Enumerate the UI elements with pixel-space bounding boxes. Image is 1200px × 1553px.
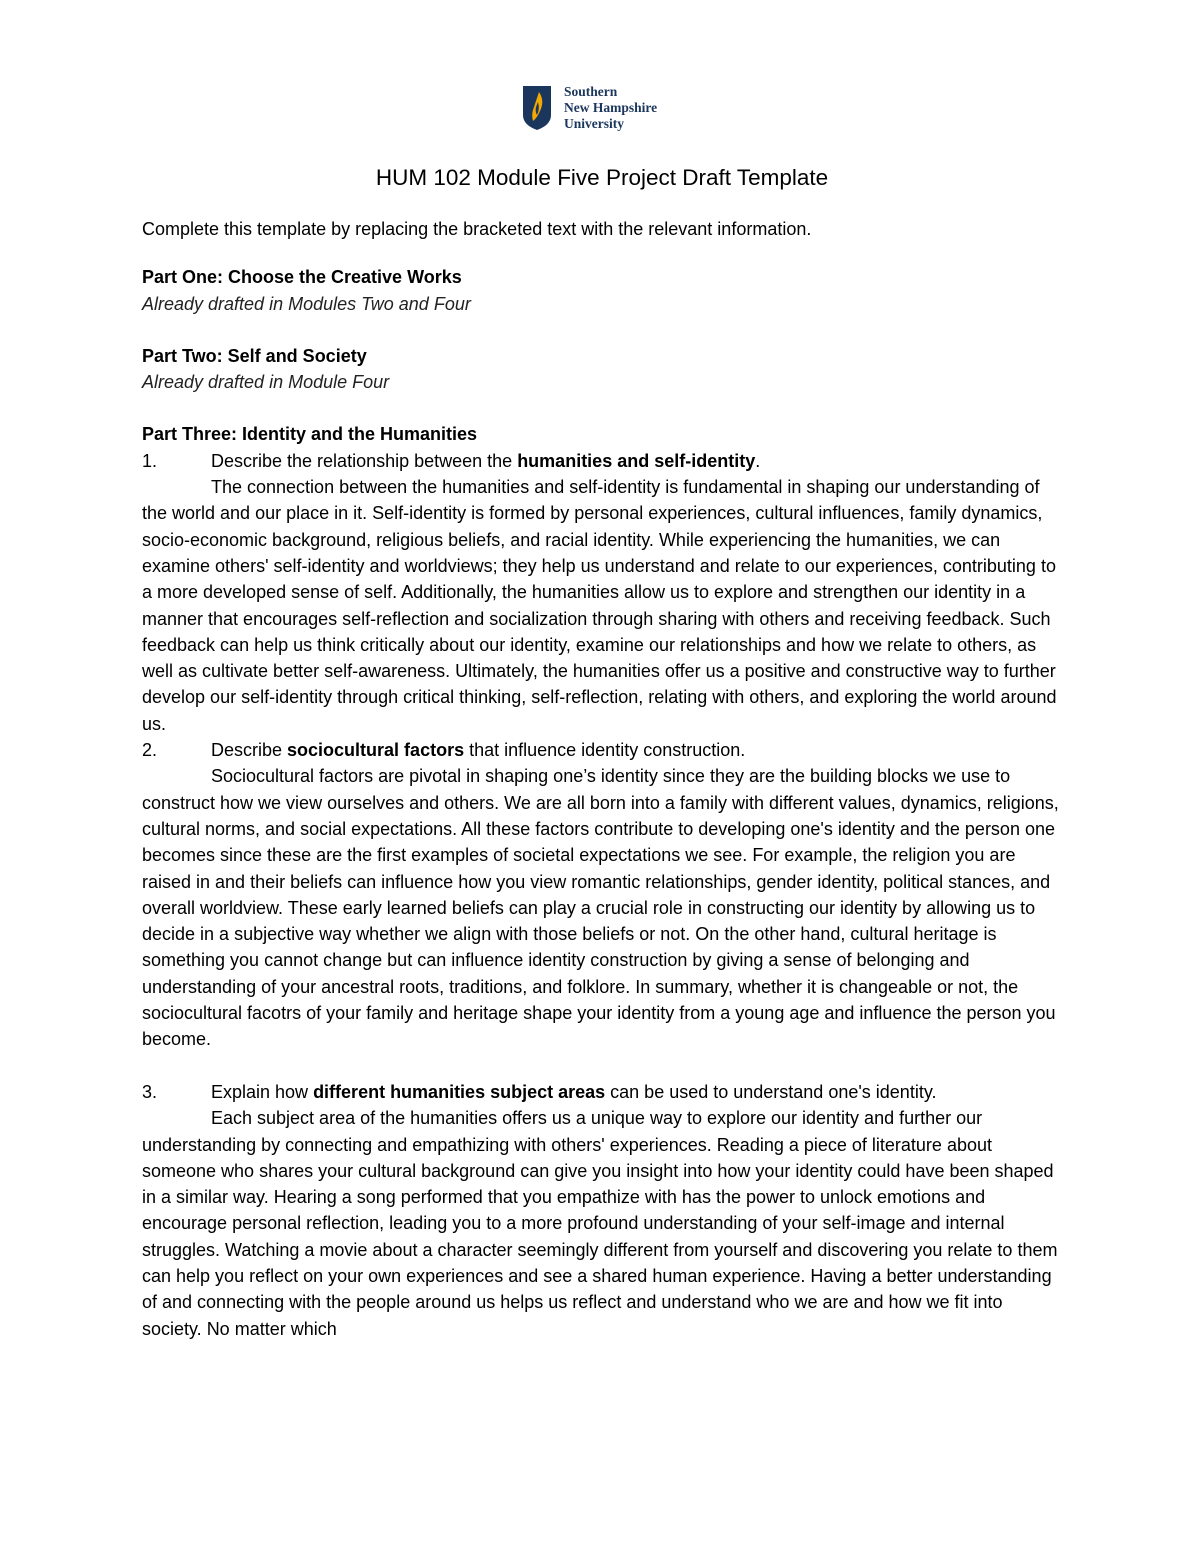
prompt-keyword: humanities and self-identity xyxy=(517,450,756,471)
part-two xyxy=(142,343,1062,396)
part-one-note: Already drafted in Modules Two and Four xyxy=(142,293,471,314)
prompt-suffix: that influence identity construction. xyxy=(464,740,746,761)
part-three xyxy=(142,421,1062,1341)
question-2 xyxy=(142,737,1062,1053)
question-1 xyxy=(142,448,1062,737)
answer-paragraph: Each subject area of the humanities offers us a unique way to explore our identity and further our understanding by connecting and empathizing with others' experiences. Reading a piece of literature about someone who shares your cultural background can give you insight into how your identity could have been shaped in a similar way. Hearing a song performed that you empathize with has the power to unlock emotions and encourage personal reflection, leading you to a more profound understanding of your self-image and internal struggles. Watching a movie about a character seemingly different from yourself and discovering you relate to them can help you reflect on your own experiences and see a shared human experience. Having a better understanding of and connecting with the people around us helps us reflect and understand who we are and how we fit into society. No matter which xyxy=(142,1108,1058,1339)
document-body xyxy=(142,162,1062,1342)
part-three-heading: Part Three: Identity and the Humanities xyxy=(142,424,478,445)
part-two-heading: Part Two: Self and Society xyxy=(142,345,367,366)
question-3 xyxy=(142,1079,1062,1342)
wordmark-line-2: New Hampshire xyxy=(564,100,658,115)
document-title: HUM 102 Module Five Project Draft Template xyxy=(375,165,829,190)
university-wordmark xyxy=(564,84,657,132)
question-number: 2. xyxy=(142,740,158,761)
answer-paragraph: Sociocultural factors are pivotal in shaping one’s identity since they are the building blocks we use to construct how we view ourselves and others. We are all born into a family with different values, dynamics, religions, cultural norms, and social expectations. All these factors contribute to developing one's identity and the person one becomes since these are the first examples of societal expectations we see. For example, the religion you are raised in and their beliefs can influence how you view romantic relationships, gender identity, political stances, and overall worldview. These early learned beliefs can play a crucial role in constructing our identity by allowing us to decide in a subjective way whether we align with those beliefs or not. On the other hand, cultural heritage is something you cannot change but can influence identity construction by giving a sense of belonging and understanding of your ancestral roots, traditions, and folklore. In summary, whether it is changeable or not, the sociocultural facotrs of your family and heritage shape your identity from a young age and influence the person you become. xyxy=(142,766,1059,1050)
question-text xyxy=(211,737,745,763)
wordmark-line-1: Southern xyxy=(564,84,618,99)
snhu-logo xyxy=(522,84,657,132)
answer-paragraph: The connection between the humanities and self-identity is fundamental in shaping our understanding of the world and our place in it. Self-identity is formed by personal experiences, cultural influences, family dynamics, socio-economic background, religious beliefs, and racial identity. While experiencing the humanities, we can examine others' self-identity and worldviews; they help us understand and relate to our experiences, contributing to a more developed sense of self. Additionally, the humanities allow us to explore and strengthen our identity in a manner that encourages self-reflection and socialization through sharing with others and receiving feedback. Such feedback can help us think critically about our identity, examine our relationships and how we relate to others, as well as cultivate better self-awareness. Ultimately, the humanities offer us a positive and constructive way to further develop our self-identity through critical thinking, self-reflection, relating with others, and exploring the world around us. xyxy=(142,477,1057,734)
prompt-suffix: can be used to understand one's identity. xyxy=(605,1081,937,1102)
prompt-prefix: Explain how xyxy=(211,1081,314,1102)
part-two-note: Already drafted in Module Four xyxy=(142,372,390,393)
question-prompt xyxy=(142,448,1062,474)
question-prompt xyxy=(142,1079,1062,1105)
prompt-suffix: . xyxy=(755,450,761,471)
prompt-keyword: different humanities subject areas xyxy=(313,1081,606,1102)
blank-line xyxy=(142,1053,1062,1079)
question-text xyxy=(211,1079,937,1105)
instructions-text: Complete this template by replacing the bracketed text with the relevant information. xyxy=(142,219,812,239)
prompt-prefix: Describe xyxy=(211,740,288,761)
prompt-keyword: sociocultural factors xyxy=(287,740,465,761)
question-prompt xyxy=(142,737,1062,763)
wordmark-line-3: University xyxy=(564,116,624,131)
question-number: 1. xyxy=(142,450,158,471)
part-one xyxy=(142,264,1062,317)
prompt-prefix: Describe the relationship between the xyxy=(211,450,518,471)
part-one-heading: Part One: Choose the Creative Works xyxy=(142,267,462,288)
shield-flame-icon xyxy=(522,85,552,131)
question-text xyxy=(211,448,760,474)
question-number: 3. xyxy=(142,1081,158,1102)
